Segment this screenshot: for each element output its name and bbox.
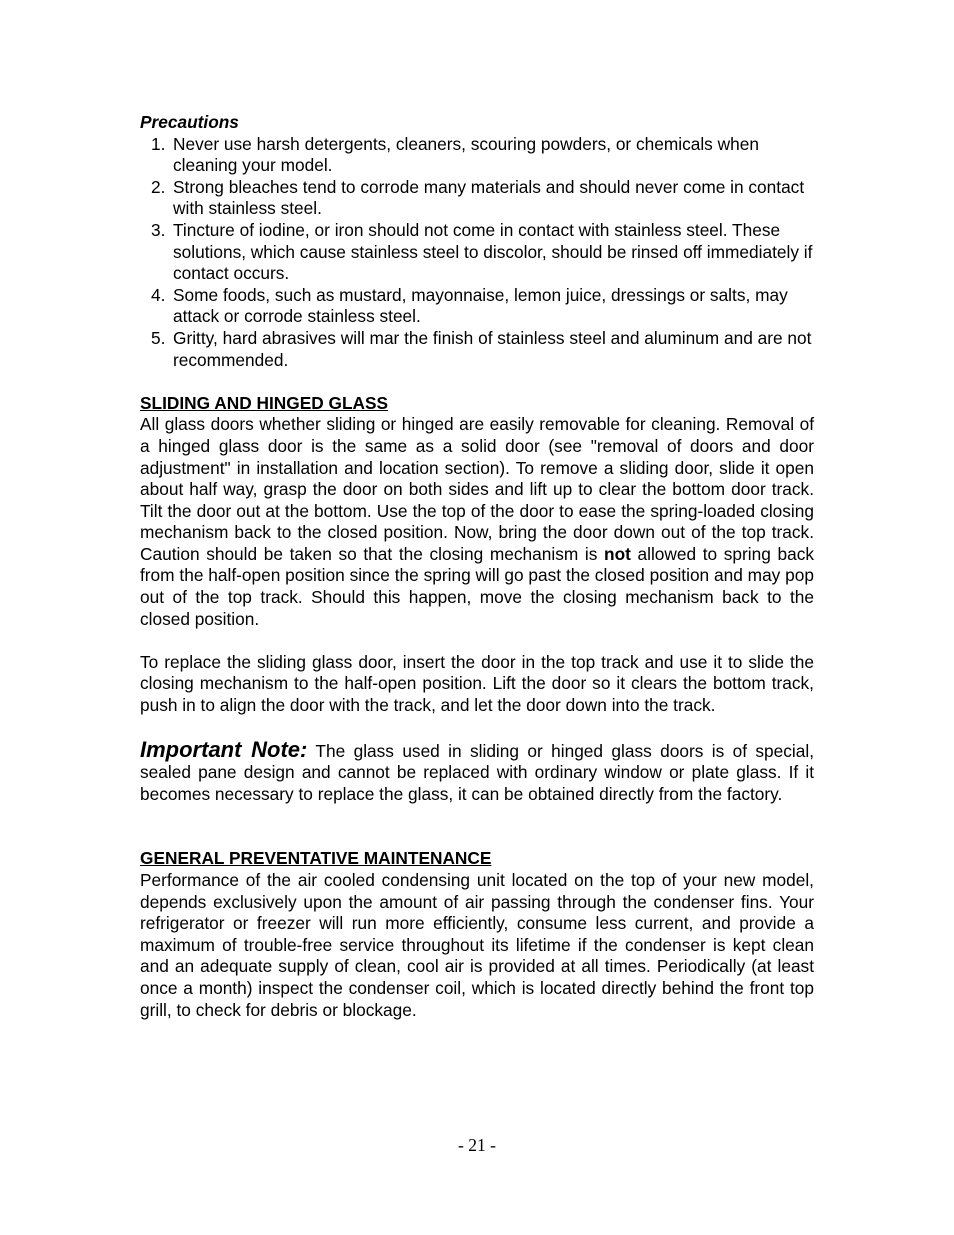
list-item bbox=[140, 328, 814, 371]
maintenance-paragraph: Performance of the air cooled condensing unit located on the top of your new model, depends exclusively upon the amount of air passing through the condenser fins. Your refrigerator or freezer will run more efficiently, consume less current, and provide a maximum of trouble-free service throughout its lifetime if the condenser is kept clean and an adequate supply of clean, cool air is provided at all times. Periodically (at least once a month) inspect the condenser coil, which is located directly behind the front top grill, to check for debris or blockage. bbox=[140, 870, 814, 1020]
list-item-number: 2. bbox=[151, 176, 166, 197]
document-page bbox=[140, 112, 814, 1021]
important-note-label: Important Note: bbox=[140, 736, 308, 762]
list-item-number: 5. bbox=[151, 327, 166, 348]
list-item bbox=[140, 134, 814, 177]
maintenance-heading: GENERAL PREVENTATIVE MAINTENANCE bbox=[140, 848, 492, 869]
list-item bbox=[140, 177, 814, 220]
list-item-text: Tincture of iodine, or iron should not come in contact with stainless steel. These solutions, which cause stainless steel to discolor, should be rinsed off immediately if contact occurs. bbox=[173, 219, 813, 284]
important-note-text: The glass used in sliding or hinged glass doors is of special, sealed pane design and cannot be replaced with ordinary window or plate glass. If it becomes necessary to replace the glass, it can be obtained directly from the factory. bbox=[140, 740, 814, 804]
sliding-glass-paragraph-1: All glass doors whether sliding or hinged are easily removable for cleaning. Removal of a hinged glass door is the same as a solid door (see "removal of doors and door adjustment" in installation and location section). To remove a sliding door, slide it open about half way, grasp the door on both sides and lift up to clear the bottom door track. Tilt the door out at the bottom. Use the top of the door to ease the spring-loaded closing mechanism back to the closed position. Now, bring the door down out of the top track. Caution should be taken so that the closing mechanism is not allowed to spring back from the half-open position since the spring will go past the closed position and may pop out of the top track. Should this happen, move the closing mechanism back to the closed position. bbox=[140, 414, 814, 629]
list-item-number: 3. bbox=[151, 219, 166, 240]
list-item-text: Some foods, such as mustard, mayonnaise, lemon juice, dressings or salts, may attack or corrode stainless steel. bbox=[173, 284, 788, 327]
list-item-number: 4. bbox=[151, 284, 166, 305]
list-item-text: Never use harsh detergents, cleaners, scouring powders, or chemicals when cleaning your model. bbox=[173, 133, 759, 176]
sliding-glass-heading: SLIDING AND HINGED GLASS bbox=[140, 392, 389, 413]
list-item-number: 1. bbox=[151, 133, 166, 154]
precautions-list bbox=[140, 134, 814, 372]
list-item bbox=[140, 220, 814, 285]
precautions-title: Precautions bbox=[140, 112, 239, 132]
sliding-glass-paragraph-2: To replace the sliding glass door, insert the door in the top track and use it to slide the closing mechanism to the half-open position. Lift the door so it clears the bottom track, push in to align the door with the track, and let the door down into the track. bbox=[140, 651, 814, 716]
list-item-text: Strong bleaches tend to corrode many materials and should never come in contact with stainless steel. bbox=[173, 176, 805, 219]
emphasis-not: not bbox=[604, 543, 631, 564]
list-item bbox=[140, 285, 814, 328]
important-note bbox=[140, 736, 814, 806]
page-number: - 21 - bbox=[458, 1135, 496, 1155]
list-item-text: Gritty, hard abrasives will mar the finish of stainless steel and aluminum and are not recommended. bbox=[173, 327, 812, 370]
